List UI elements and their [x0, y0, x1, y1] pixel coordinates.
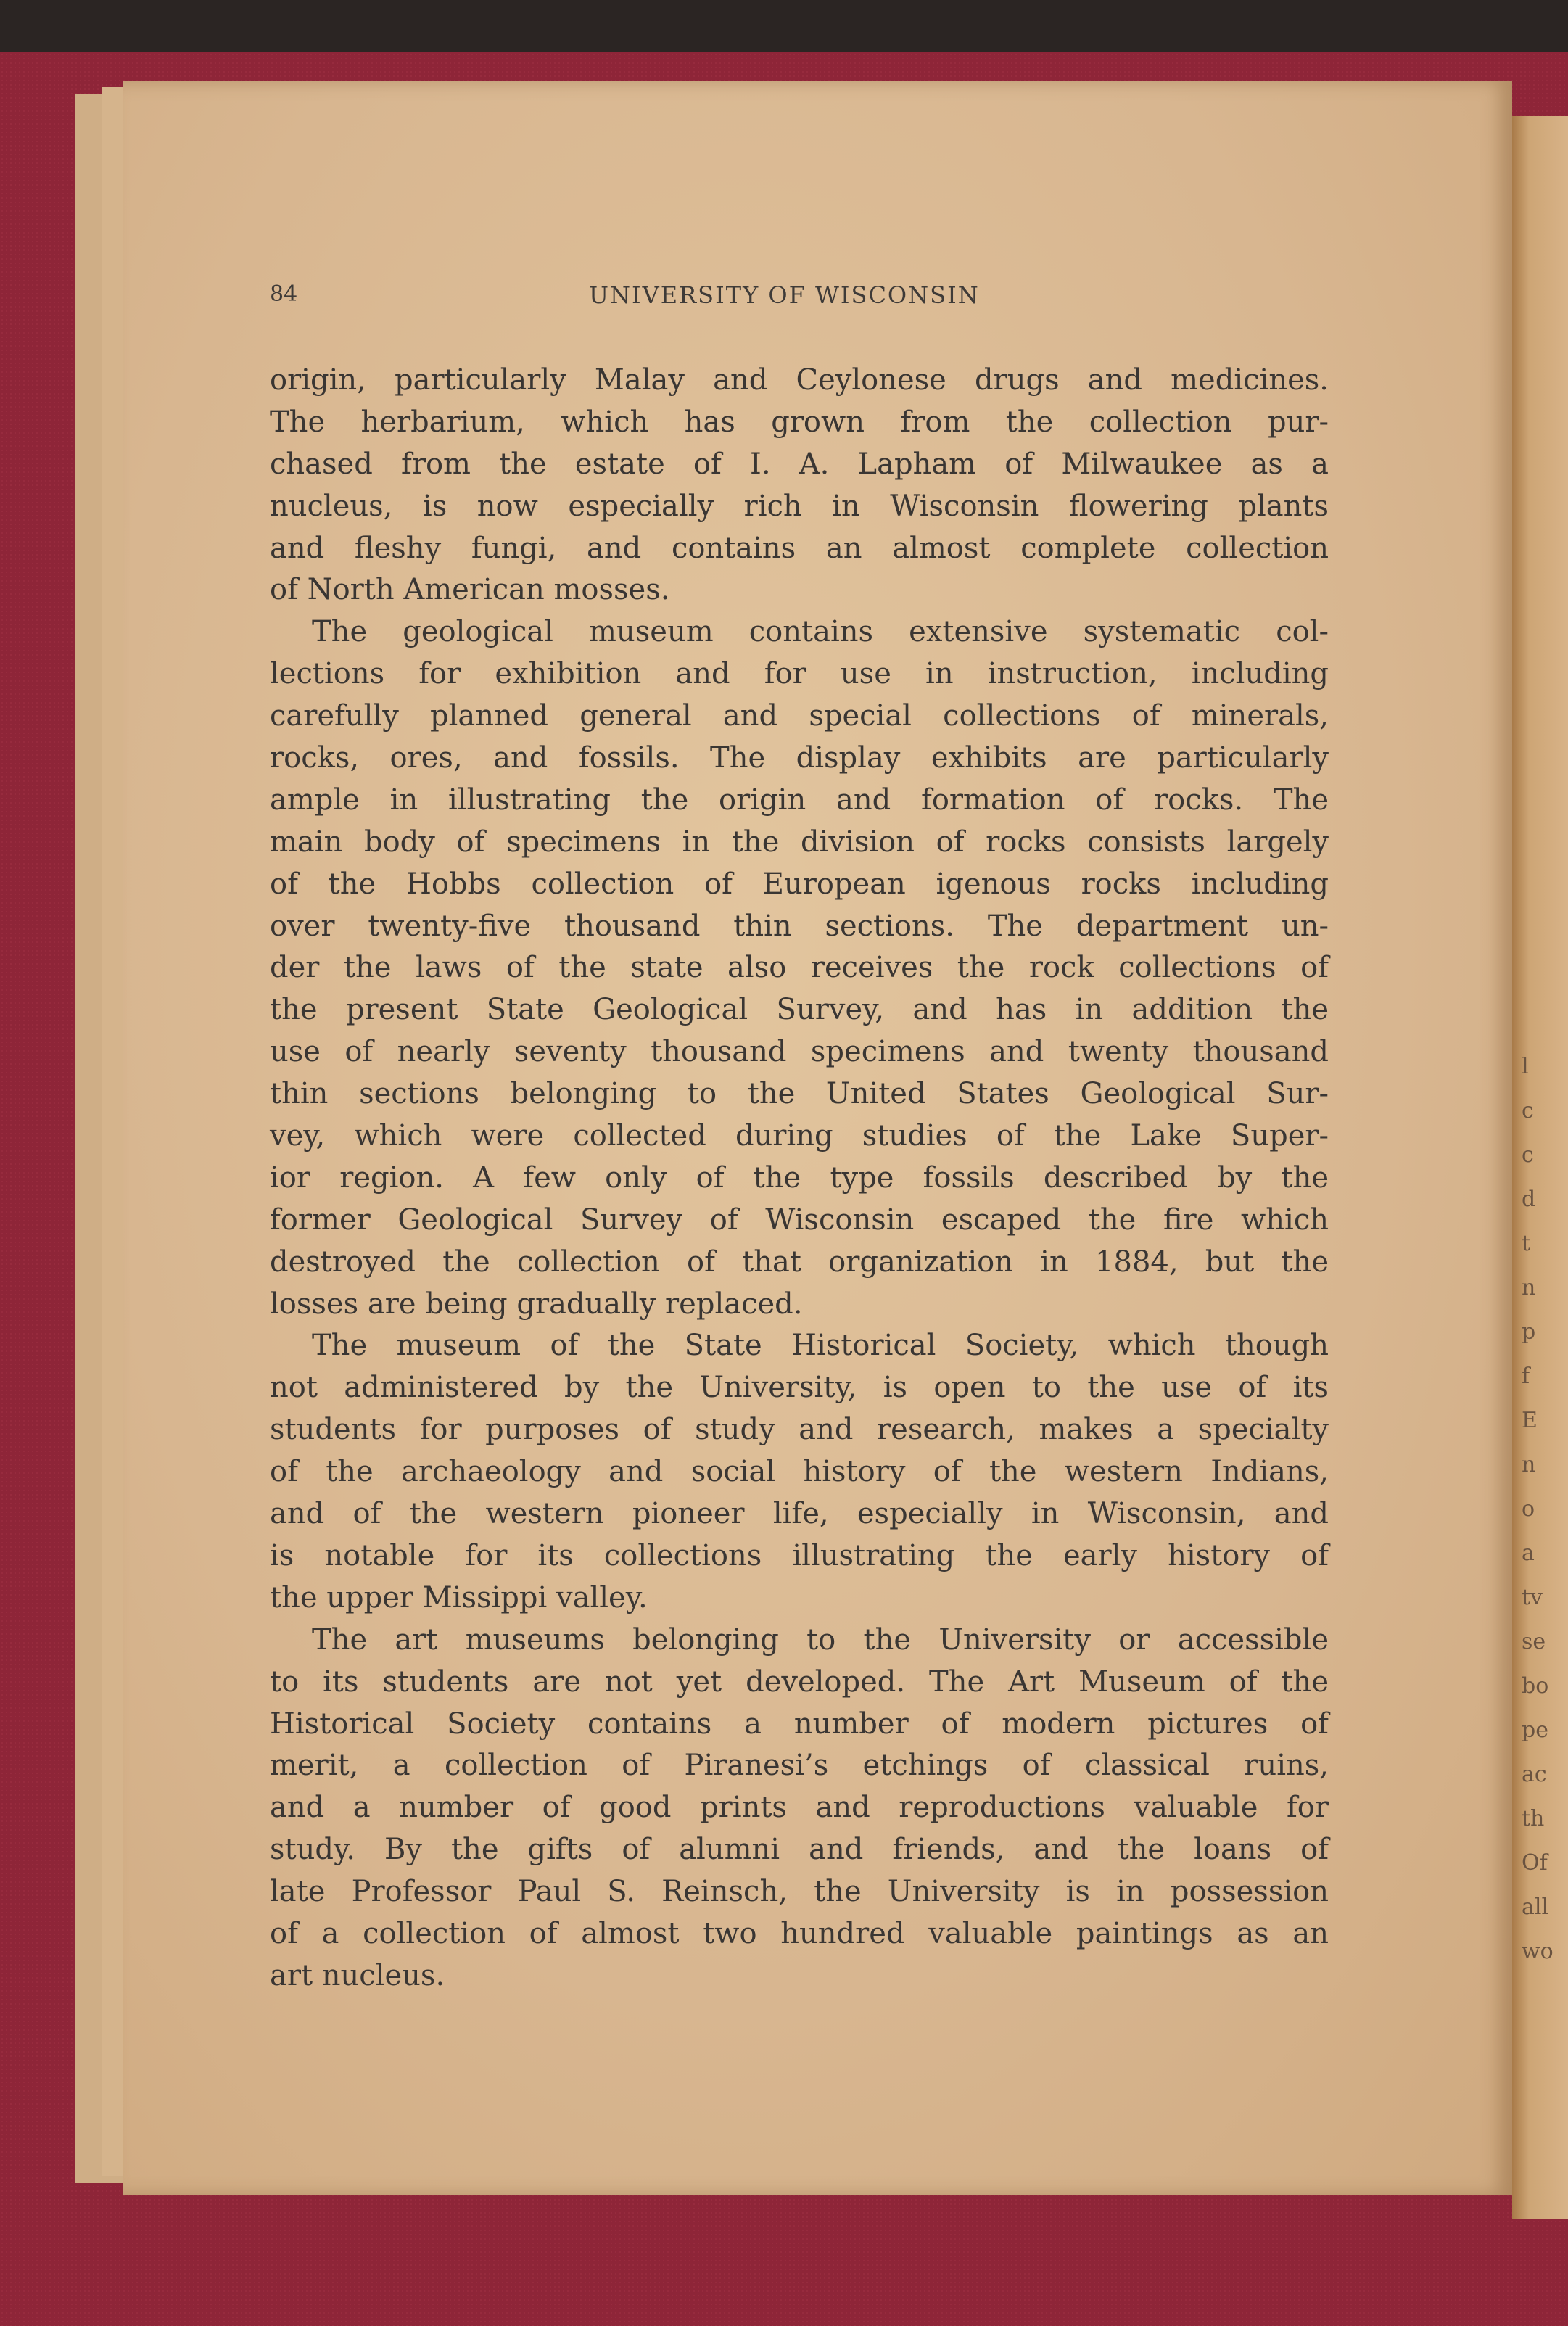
text-line: carefully planned general and special collections of minerals,	[270, 699, 1329, 733]
running-head: UNIVERSITY OF WISCONSIN	[589, 281, 980, 309]
text-line: over twenty-five thousand thin sections. The department un-	[270, 909, 1329, 943]
paragraph-start-line: The geological museum contains extensive systematic col-	[312, 615, 1329, 649]
text-line: rocks, ores, and fossils. The display exhibits are particularly	[270, 741, 1329, 775]
body-text	[270, 360, 1329, 1997]
text-line: of the archaeology and social history of the western Indians,	[270, 1455, 1329, 1489]
text-line: and fleshy fungi, and contains an almost complete collection	[270, 531, 1329, 565]
text-line: main body of specimens in the division of rocks consists largely	[270, 825, 1329, 859]
text-line: the upper Missippi valley.	[270, 1580, 648, 1614]
facing-page-text: l c c d t n p f E n o a tv se bo pe ac th Of all wo	[1522, 1054, 1553, 1964]
text-line: of the Hobbs collection of European igenous rocks including	[270, 867, 1329, 901]
text-line: and of the western pioneer life, especially in Wisconsin, and	[270, 1497, 1329, 1531]
text-line: to its students are not yet developed. The Art Museum of the	[270, 1665, 1329, 1699]
text-line: not administered by the University, is open to the use of its	[270, 1371, 1329, 1405]
text-line: der the laws of the state also receives the rock collections of	[270, 951, 1329, 985]
paragraph-start-line: The art museums belonging to the University or accessible	[312, 1622, 1329, 1657]
text-line: nucleus, is now especially rich in Wisconsin flowering plants	[270, 489, 1329, 523]
text-line: and a number of good prints and reproductions valuable for	[270, 1791, 1329, 1825]
page-header	[270, 276, 1329, 319]
text-line: use of nearly seventy thousand specimens and twenty thousand	[270, 1035, 1329, 1069]
text-line: is notable for its collections illustrating the early history of	[270, 1538, 1329, 1572]
text-line: study. By the gifts of alumni and friends, and the loans of	[270, 1833, 1329, 1867]
text-line: merit, a collection of Piranesi’s etchings of classical ruins,	[270, 1749, 1329, 1783]
text-line: The herbarium, which has grown from the collection pur-	[270, 405, 1329, 439]
paragraph-start-line: The museum of the State Historical Society, which though	[312, 1329, 1329, 1363]
text-line: losses are being gradually replaced.	[270, 1287, 803, 1321]
text-line: ample in illustrating the origin and formation of rocks. The	[270, 783, 1329, 817]
text-line: late Professor Paul S. Reinsch, the University is in possession	[270, 1875, 1329, 1909]
text-line: the present State Geological Survey, and has in addition the	[270, 993, 1329, 1027]
text-line: of North American mosses.	[270, 573, 670, 607]
text-line: chased from the estate of I. A. Lapham of Milwaukee as a	[270, 447, 1329, 481]
text-line: thin sections belonging to the United States Geological Sur-	[270, 1077, 1329, 1111]
text-line: destroyed the collection of that organization in 1884, but the	[270, 1245, 1329, 1279]
text-line: lections for exhibition and for use in instruction, including	[270, 657, 1329, 691]
text-line: art nucleus.	[270, 1958, 445, 1992]
text-line: students for purposes of study and research, makes a specialty	[270, 1413, 1329, 1447]
text-line: vey, which were collected during studies of the Lake Super-	[270, 1119, 1329, 1153]
page-number: 84	[270, 281, 298, 307]
text-line: ior region. A few only of the type fossils described by the	[270, 1160, 1329, 1195]
text-line: origin, particularly Malay and Ceylonese drugs and medicines.	[270, 363, 1329, 397]
text-line: former Geological Survey of Wisconsin escaped the fire which	[270, 1203, 1329, 1237]
text-line: of a collection of almost two hundred valuable paintings as an	[270, 1916, 1329, 1950]
text-line: Historical Society contains a number of modern pictures of	[270, 1707, 1329, 1741]
